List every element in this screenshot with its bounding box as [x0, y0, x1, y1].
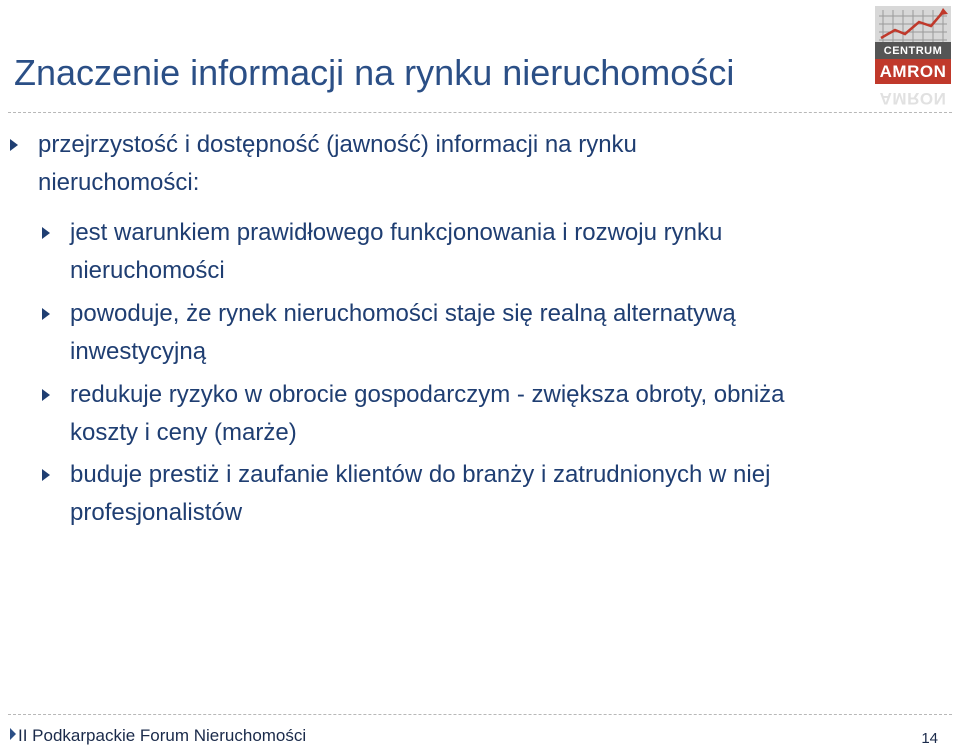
- slide-title: Znaczenie informacji na rynku nieruchomości: [14, 52, 735, 93]
- main-bullet-line1: przejrzystość i dostępność (jawność) informacji na rynku: [38, 131, 637, 158]
- sub-bullet-2-line2: inwestycyjną: [70, 338, 207, 365]
- main-bullet-line2: nieruchomości:: [38, 169, 200, 196]
- title-divider: [8, 112, 952, 113]
- sub-bullet-3-line1: redukuje ryzyko w obrocie gospodarczym - zwiększa obroty, obniża: [70, 381, 785, 408]
- bullet-arrow-icon: [10, 139, 18, 151]
- page-number: 14: [921, 730, 938, 747]
- sub-bullet-4: [70, 456, 920, 532]
- sub-bullet-4-line2: profesjonalistów: [70, 499, 243, 526]
- bullet-arrow-icon: [42, 227, 50, 239]
- bullet-arrow-icon: [42, 469, 50, 481]
- logo-amron-text: AMRON: [879, 62, 947, 81]
- logo-centrum-text: CENTRUM: [883, 45, 943, 57]
- footer-divider: [8, 714, 952, 715]
- sub-bullet-3: [70, 376, 920, 452]
- sub-bullet-2: [70, 295, 920, 371]
- sub-bullet-2-line1: powoduje, że rynek nieruchomości staje się realną alternatywą: [70, 300, 736, 327]
- sub-bullet-1-line1: jest warunkiem prawidłowego funkcjonowania i rozwoju rynku: [70, 219, 723, 246]
- footer-arrow-icon: [10, 728, 16, 740]
- sub-bullet-1-line2: nieruchomości: [70, 257, 225, 284]
- logo-reflection: AMRON: [879, 89, 947, 108]
- sub-bullet-3-line2: koszty i ceny (marże): [70, 419, 297, 446]
- footer-text: II Podkarpackie Forum Nieruchomości: [18, 726, 307, 745]
- main-bullet: [38, 126, 838, 202]
- bullet-arrow-icon: [42, 389, 50, 401]
- sub-bullet-1: [70, 214, 920, 290]
- sub-bullet-4-line1: buduje prestiż i zaufanie klientów do branży i zatrudnionych w niej: [70, 461, 771, 488]
- centrum-amron-logo: [873, 4, 953, 106]
- bullet-arrow-icon: [42, 308, 50, 320]
